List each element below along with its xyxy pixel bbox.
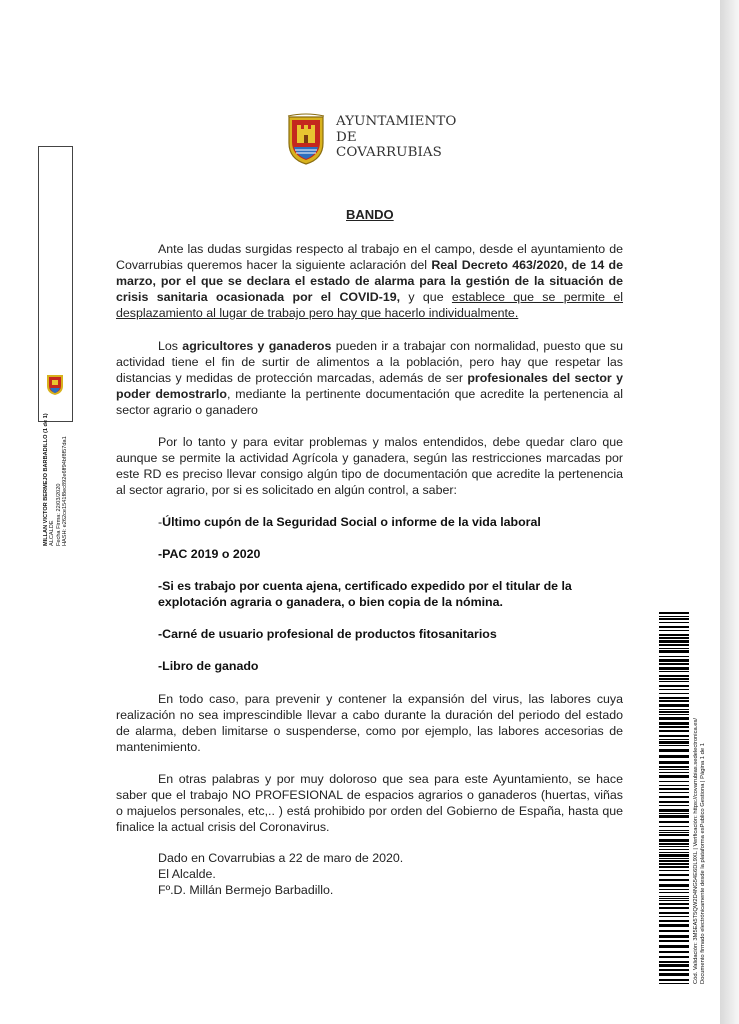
barcode-bar	[659, 801, 689, 803]
barcode-bar	[659, 726, 689, 728]
barcode-bar	[659, 983, 689, 984]
barcode-bar	[659, 874, 689, 876]
barcode-bar	[659, 769, 689, 770]
barcode-bar	[659, 735, 689, 737]
barcode-bar	[659, 689, 689, 690]
barcode-bar	[659, 667, 689, 670]
signature-stamp	[38, 146, 73, 546]
barcode-bar	[659, 772, 689, 773]
barcode-bar	[659, 813, 689, 814]
barcode-bar	[659, 866, 689, 868]
org-line-2: DE	[336, 129, 357, 145]
barcode-bar	[659, 826, 689, 827]
barcode-bar	[659, 821, 689, 823]
letterhead	[286, 113, 486, 173]
barcode-bar	[659, 879, 689, 881]
coat-of-arms-icon	[286, 113, 326, 165]
barcode-bar	[659, 896, 689, 897]
closing-role: El Alcalde.	[158, 867, 216, 881]
barcode-bar	[659, 745, 689, 746]
barcode-bar	[659, 714, 689, 715]
barcode-bar	[659, 884, 689, 887]
barcode-bar	[659, 630, 689, 631]
barcode-bar	[659, 839, 689, 842]
barcode-bar	[659, 830, 689, 831]
organization-name	[336, 114, 456, 161]
paragraph-5: En otras palabras y por muy doloroso que sea para este Ayuntamiento, se hace saber que el trabajo NO PROFESIONAL de espacios agrarios o ganaderos (huertas, viñas o majuelos personales, etc,.. ) está prohibido por orden del Gobierno de España, hasta que finalice la actual crisis del Coronavirus.	[116, 772, 623, 834]
barcode-bar	[659, 858, 689, 859]
requirement-item: -Carné de usuario profesional de productos fitosanitarios	[158, 627, 497, 641]
barcode-bar	[659, 659, 689, 662]
barcode-bar	[659, 956, 689, 958]
barcode-bar	[659, 749, 689, 752]
signature-hash: HASH: e262ce1541f8ec892e6ff94bf8f57da1	[61, 436, 68, 546]
barcode-bar	[659, 697, 689, 699]
signer-role: ALCALDE	[49, 520, 56, 546]
barcode-bar	[659, 863, 689, 865]
barcode-bar	[659, 656, 689, 657]
requirement-item: -Si es trabajo por cuenta ajena, certificado expedido por el titular de la explotación agraria o ganadera, o bien copia de la nómina.	[158, 579, 572, 609]
barcode-bar	[659, 730, 689, 732]
barcode-bar	[659, 681, 689, 682]
barcode-bar	[659, 854, 689, 857]
barcode-bar	[659, 940, 689, 942]
org-line-3: COVARRUBIAS	[336, 145, 442, 160]
verification-barcode	[659, 612, 689, 984]
barcode-bar	[659, 612, 689, 614]
barcode-bar	[659, 849, 689, 850]
barcode-bar	[659, 792, 689, 793]
barcode-bar	[659, 717, 689, 720]
barcode-bar	[659, 741, 689, 744]
barcode-bar	[659, 650, 689, 653]
barcode-bar	[659, 907, 689, 909]
barcode-bar	[659, 709, 689, 710]
barcode-bar	[659, 973, 689, 976]
barcode-bar	[659, 675, 689, 677]
barcode-bar	[659, 898, 689, 899]
paragraph-4: En todo caso, para prevenir y contener la expansión del virus, las labores cuya realización no sea imprescindible llevar a cabo durante la duración del periodo del estado de alarma, deben limitarse o suspenderse, como por ejemplo, las labores accesorias de mantenimiento.	[116, 692, 623, 754]
barcode-bar	[659, 622, 689, 623]
barcode-bar	[659, 663, 689, 665]
barcode-bar	[659, 815, 689, 818]
barcode-bar	[659, 900, 689, 901]
barcode-bar	[659, 892, 689, 893]
barcode-bar	[659, 979, 689, 981]
barcode-bar	[659, 843, 689, 845]
requirement-item: -Último cupón de la Seguridad Social o informe de la vida laboral	[158, 515, 541, 529]
barcode-bar	[659, 700, 689, 702]
verification-line-1: Cód. Validación: 3M5EA5T5QW2D4NG54E6DL9XL | Verificación: https://covarrubias.sedelectronica.es/	[693, 717, 699, 984]
barcode-bar	[659, 671, 689, 672]
paragraph-2: Los agricultores y ganaderos pueden ir a trabajar con normalidad, puesto que su actividad tiene el fin de surtir de alimentos a la población, pero hay que respetar las distancias y medidas de protección marcadas, además de ser profesionales del sector y poder demostrarlo, mediante la pertinente documentación que acredite la pertenencia al sector agrario o ganadero	[116, 339, 624, 417]
barcode-bar	[659, 832, 689, 833]
barcode-bar	[659, 912, 689, 914]
barcode-bar	[659, 951, 689, 953]
barcode-bar	[659, 870, 689, 871]
barcode-bar	[659, 903, 689, 905]
signature-date: Fecha Firma: 22/03/2020	[55, 483, 62, 546]
requirement-item: -PAC 2019 o 2020	[158, 547, 261, 561]
barcode-bar	[659, 637, 689, 639]
barcode-bar	[659, 930, 689, 932]
barcode-bar	[659, 648, 689, 649]
closing-date: Dado en Covarrubias a 22 de maro de 2020.	[158, 851, 404, 865]
barcode-bar	[659, 775, 689, 778]
barcode-bar	[659, 634, 689, 636]
barcode-bar	[659, 766, 689, 768]
signer-name: MILLAN VICTOR BERMEJO BARBADILLO (1 de 1)	[43, 413, 49, 546]
barcode-bar	[659, 711, 689, 713]
barcode-bar	[659, 739, 689, 740]
paragraph-1: Ante las dudas surgidas respecto al trabajo en el campo, desde el ayuntamiento de Covarrubias queremos hacer la siguiente aclaración del Real Decreto 463/2020, de 14 de marzo, por el que se declara el estado de alarma para la gestión de la situación de crisis sanitaria ocasionada por el COVID-19, y que establece que se permite el desplazamiento al lugar de trabajo pero hay que hacerlo individualmente.	[116, 242, 623, 320]
barcode-bar	[659, 678, 689, 680]
barcode-bar	[659, 788, 689, 790]
verification-line-2: Documento firmado electrónicamente desde la plataforma esPublico Gestiona | Página 1 de 1	[700, 743, 706, 984]
barcode-bar	[659, 920, 689, 922]
barcode-bar	[659, 685, 689, 687]
barcode-bar	[659, 961, 689, 963]
closing-block	[158, 850, 403, 898]
barcode-bar	[659, 964, 689, 967]
barcode-bar	[659, 846, 689, 847]
barcode-bar	[659, 781, 689, 782]
barcode-bar	[659, 924, 689, 927]
paragraph-3: Por lo tanto y para evitar problemas y malos entendidos, debe quedar claro que aunque se permite la actividad Agrícola y ganadera, según las restricciones marcadas por este RD es preciso llevar consigo algún tipo de documentación que acredite la pertenencia al sector agrario, por si es solicitado en algún control, a saber:	[116, 435, 623, 497]
barcode-bar	[659, 935, 689, 938]
barcode-bar	[659, 704, 689, 707]
barcode-bar	[659, 969, 689, 971]
barcode-bar	[659, 626, 689, 628]
barcode-bar	[659, 693, 689, 694]
barcode-bar	[659, 796, 689, 798]
barcode-bar	[659, 852, 689, 853]
small-coat-of-arms-icon	[46, 373, 64, 395]
barcode-bar	[659, 640, 689, 643]
verification-text	[693, 644, 707, 984]
barcode-bar	[659, 809, 689, 812]
barcode-bar	[659, 761, 689, 764]
barcode-bar	[659, 860, 689, 862]
barcode-bar	[659, 644, 689, 646]
barcode-bar	[659, 785, 689, 786]
barcode-bar	[659, 945, 689, 948]
requirement-item: -Libro de ganado	[158, 659, 259, 673]
barcode-bar	[659, 755, 689, 758]
barcode-bar	[659, 916, 689, 917]
page-fold-shadow	[720, 0, 739, 1024]
barcode-bar	[659, 618, 689, 620]
barcode-bar	[659, 834, 689, 836]
closing-signer: Fº.D. Millán Bermejo Barbadillo.	[158, 883, 334, 897]
document-title: BANDO	[346, 207, 394, 222]
org-line-1: AYUNTAMIENTO	[336, 114, 457, 129]
barcode-bar	[659, 616, 689, 617]
barcode-bar	[659, 889, 689, 890]
barcode-bar	[659, 722, 689, 725]
barcode-bar	[659, 805, 689, 806]
